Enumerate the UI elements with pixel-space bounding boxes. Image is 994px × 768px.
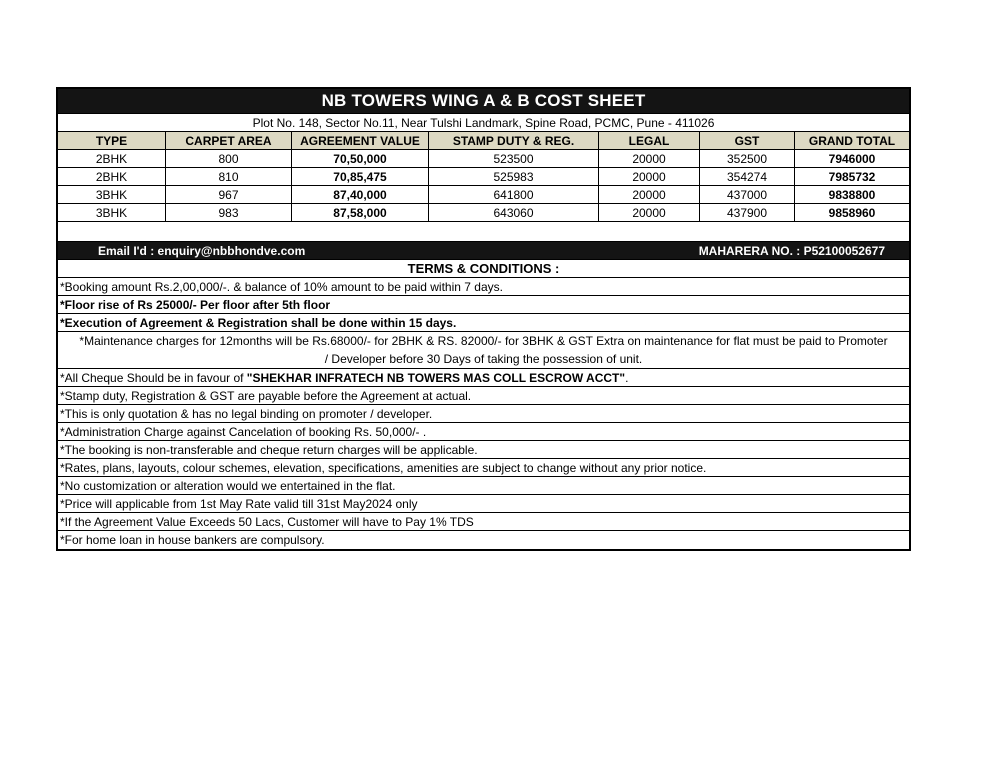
table-row — [58, 186, 909, 204]
cell-grand-total: 7946000 — [828, 151, 876, 166]
cell-stamp-duty: 643060 — [429, 204, 599, 221]
cell-type: 2BHK — [58, 168, 166, 185]
term-item: *For home loan in house bankers are compulsory. — [60, 533, 325, 547]
cell-grand-total: 9838800 — [828, 187, 876, 202]
header-stamp-duty: STAMP DUTY & REG. — [429, 132, 599, 149]
cell-carpet-area: 800 — [166, 150, 292, 167]
term-item: *Floor rise of Rs 25000/- Per floor after 5th floor — [58, 296, 909, 314]
cell-agreement-value: 70,50,000 — [292, 150, 429, 167]
sheet-title: NB TOWERS WING A & B COST SHEET — [58, 89, 909, 114]
cell-carpet-area: 967 — [166, 186, 292, 203]
cell-carpet-area: 810 — [166, 168, 292, 185]
cell-carpet-area: 983 — [166, 204, 292, 221]
table-row — [58, 168, 909, 186]
maharera-number: MAHARERA NO. : P52100052677 — [698, 243, 885, 258]
term-item: *Administration Charge against Cancelation of booking Rs. 50,000/- . — [58, 423, 909, 441]
cell-legal: 20000 — [599, 186, 700, 203]
project-address: Plot No. 148, Sector No.11, Near Tulshi Landmark, Spine Road, PCMC, Pune - 411026 — [58, 114, 909, 132]
term-item: *Price will applicable from 1st May Rate valid till 31st May2024 only — [58, 495, 909, 513]
cell-legal: 20000 — [599, 150, 700, 167]
term-item: *Stamp duty, Registration & GST are payable before the Agreement at actual. — [58, 387, 909, 405]
cell-grand-total: 9858960 — [828, 205, 876, 220]
cell-gst: 352500 — [700, 150, 795, 167]
cell-stamp-duty: 641800 — [429, 186, 599, 203]
term-item: *This is only quotation & has no legal binding on promoter / developer. — [58, 405, 909, 423]
table-row — [58, 150, 909, 168]
cell-agreement-value: 87,40,000 — [292, 186, 429, 203]
cell-stamp-duty: 523500 — [429, 150, 599, 167]
cell-type: 3BHK — [58, 186, 166, 203]
term-item: *Rates, plans, layouts, colour schemes, elevation, specifications, amenities are subject to change without any prior notice. — [58, 459, 909, 477]
cell-stamp-duty: 525983 — [429, 168, 599, 185]
email-id: Email I'd : enquiry@nbbhondve.com — [98, 243, 306, 258]
term-text: *All Cheque Should be in favour of — [60, 370, 247, 385]
header-carpet-area: CARPET AREA — [166, 132, 292, 149]
table-header-row — [58, 132, 909, 150]
cell-legal: 20000 — [599, 204, 700, 221]
term-item: *Execution of Agreement & Registration shall be done within 15 days. — [58, 314, 909, 332]
terms-title: TERMS & CONDITIONS : — [58, 260, 909, 278]
cost-sheet — [56, 87, 911, 551]
term-item: *If the Agreement Value Exceeds 50 Lacs, Customer will have to Pay 1% TDS — [58, 513, 909, 531]
term-suffix: . — [625, 370, 629, 385]
term-item: *No customization or alteration would we entertained in the flat. — [58, 477, 909, 495]
cell-type: 3BHK — [58, 204, 166, 221]
header-type: TYPE — [58, 132, 166, 149]
cell-gst: 437900 — [700, 204, 795, 221]
cell-grand-total: 7985732 — [828, 169, 876, 184]
blank-row — [58, 222, 909, 242]
cell-gst: 437000 — [700, 186, 795, 203]
table-row — [58, 204, 909, 222]
term-item: *Booking amount Rs.2,00,000/-. & balance of 10% amount to be paid within 7 days. — [58, 278, 909, 296]
cell-gst: 354274 — [700, 168, 795, 185]
term-item: *Maintenance charges for 12months will be Rs.68000/- for 2BHK & RS. 82000/- for 3BHK & GST Extra on maintenance for flat must be paid to Promoter / Developer before 30 Days of taking the possession of unit. — [58, 332, 909, 369]
term-item: *The booking is non-transferable and cheque return charges will be applicable. — [58, 441, 909, 459]
cell-agreement-value: 70,85,475 — [292, 168, 429, 185]
header-gst: GST — [700, 132, 795, 149]
cheque-payee: "SHEKHAR INFRATECH NB TOWERS MAS COLL ESCROW ACCT" — [246, 370, 626, 385]
cell-type: 2BHK — [58, 150, 166, 167]
contact-bar — [58, 242, 909, 260]
header-grand-total: GRAND TOTAL — [808, 133, 896, 148]
term-item — [58, 369, 909, 387]
header-legal: LEGAL — [599, 132, 700, 149]
cell-agreement-value: 87,58,000 — [292, 204, 429, 221]
cell-legal: 20000 — [599, 168, 700, 185]
header-agreement-value: AGREEMENT VALUE — [292, 132, 429, 149]
